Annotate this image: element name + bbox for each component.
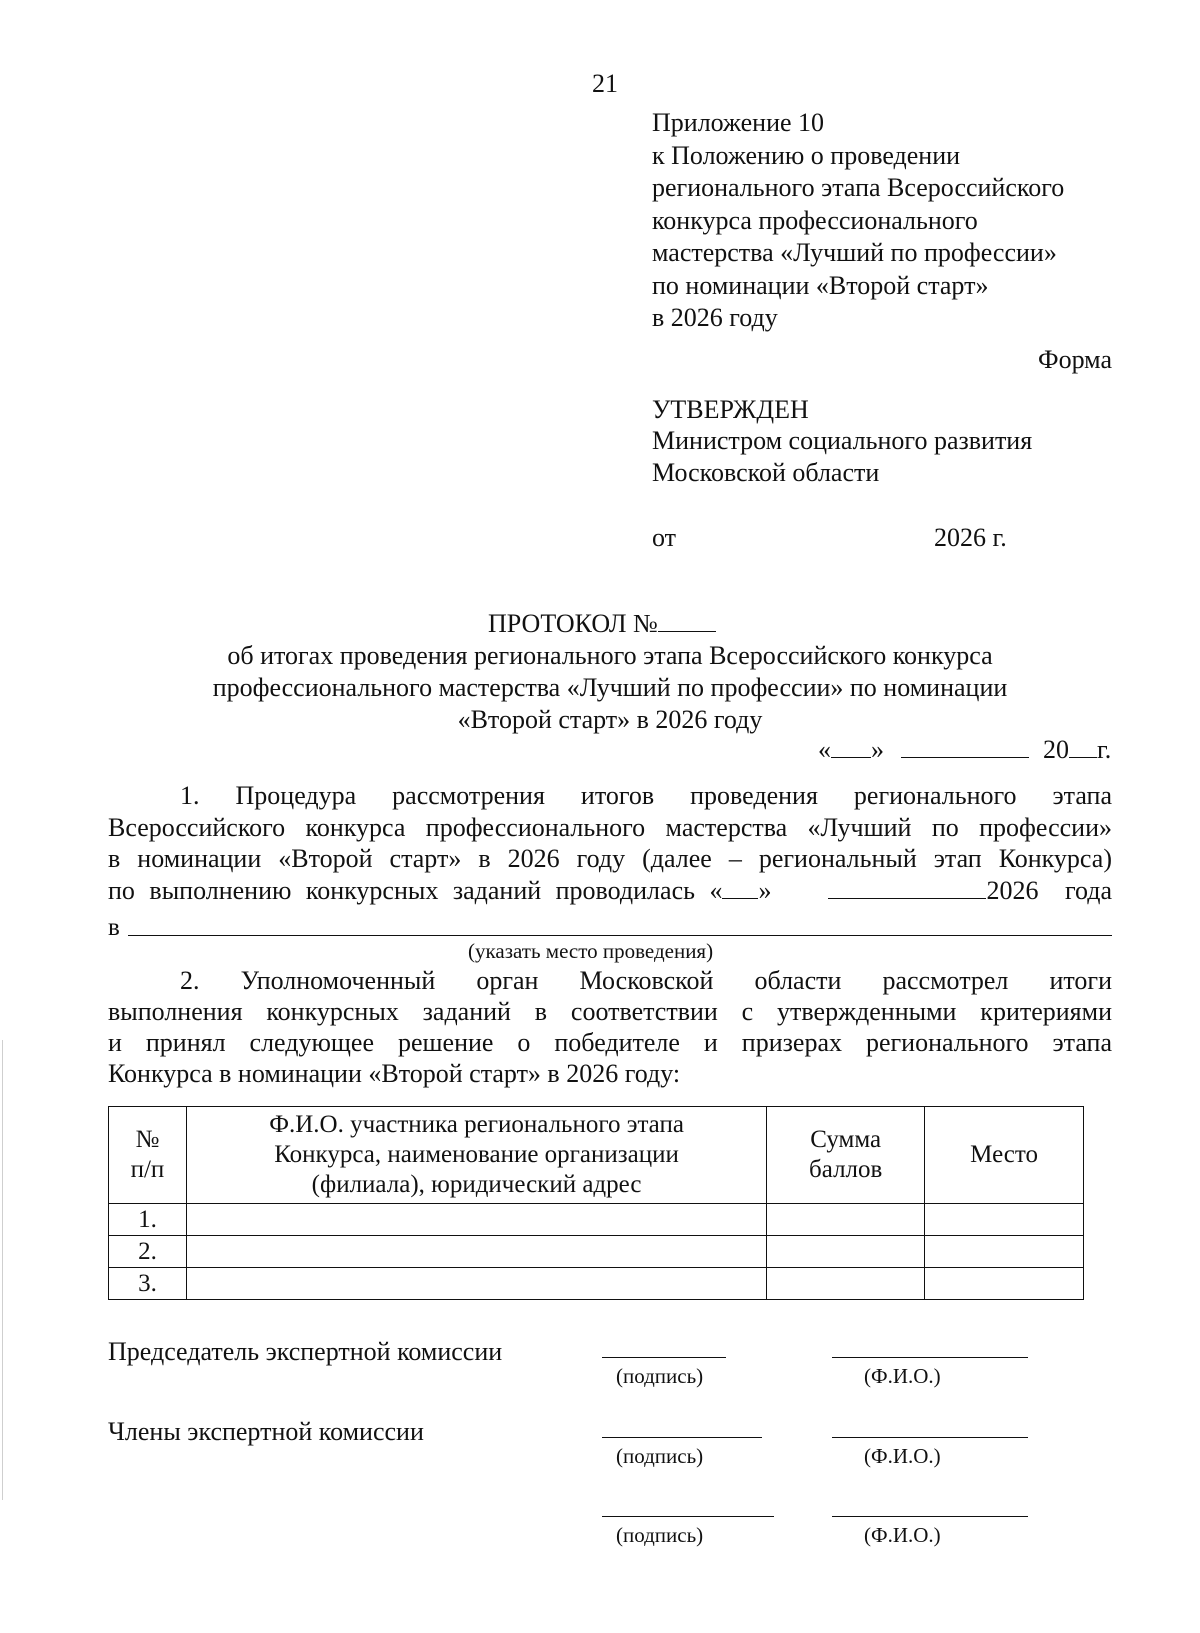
header-text: Место: [970, 1141, 1038, 1168]
page-number: 21: [592, 69, 618, 98]
appendix-line: в 2026 году: [652, 303, 778, 332]
table-row: [109, 1204, 1084, 1236]
place-prefix: в: [108, 914, 120, 941]
member-signature-line[interactable]: [602, 1516, 774, 1517]
row-number: 1.: [109, 1204, 187, 1236]
section1-last-line-date: [828, 875, 1112, 907]
row-number: 2.: [109, 1236, 187, 1268]
member-signature-hint: (подпись): [616, 1523, 704, 1547]
place-blank-line[interactable]: [128, 935, 1112, 936]
section2-line: и принял следующее решение о победителе и призерах регионального этапа: [108, 1028, 1112, 1057]
protocol-subtitle-line: профессионального мастерства «Лучший по профессии» по номинации: [212, 673, 1008, 702]
approval-line: Министром социального развития: [652, 426, 1033, 455]
section1-last-line-prefix: по выполнению конкурсных заданий проводилась «: [108, 875, 723, 905]
protocol-title: [488, 608, 716, 640]
procedure-day-blank[interactable]: [722, 876, 758, 899]
scan-edge-artifact: [2, 1040, 3, 1500]
place-cell[interactable]: [925, 1236, 1084, 1268]
member-name-hint: (Ф.И.О.): [864, 1523, 941, 1547]
chairman-label: Председатель экспертной комиссии: [108, 1337, 503, 1366]
approval-year: 2026 г.: [934, 523, 1007, 552]
row-number: 3.: [109, 1268, 187, 1300]
members-label: Члены экспертной комиссии: [108, 1417, 424, 1446]
member-name-hint: (Ф.И.О.): [864, 1444, 941, 1468]
protocol-subtitle-line: «Второй старт» в 2026 году: [457, 705, 763, 734]
table-row: [109, 1236, 1084, 1268]
score-cell[interactable]: [767, 1204, 925, 1236]
section2-line: 2. Уполномоченный орган Московской области рассмотрел итоги: [180, 966, 1112, 995]
chairman-signature-hint: (подпись): [616, 1364, 704, 1388]
approval-from-label: от: [652, 523, 677, 552]
member-name-line[interactable]: [832, 1437, 1028, 1438]
results-table: [108, 1106, 1084, 1300]
form-label: Форма: [1038, 345, 1112, 374]
table-header-row: [109, 1107, 1084, 1204]
date-day-blank[interactable]: [831, 735, 871, 758]
appendix-line: Приложение 10: [652, 108, 825, 137]
score-cell[interactable]: [767, 1236, 925, 1268]
date-month-blank[interactable]: [901, 735, 1029, 758]
participant-cell[interactable]: [186, 1236, 766, 1268]
date-year-prefix: 20: [1043, 735, 1069, 764]
participant-cell[interactable]: [186, 1204, 766, 1236]
section1-line: в номинации «Второй старт» в 2026 году (далее – региональный этап Конкурса): [108, 844, 1112, 873]
section1-quote-close: »: [758, 875, 772, 905]
member-signature-line[interactable]: [602, 1437, 762, 1438]
place-cell[interactable]: [925, 1268, 1084, 1300]
protocol-subtitle-line: об итогах проведения регионального этапа Всероссийского конкурса: [227, 641, 993, 670]
member-signature-hint: (подпись): [616, 1444, 704, 1468]
approval-title: УТВЕРЖДЕН: [652, 395, 809, 424]
participant-cell[interactable]: [186, 1268, 766, 1300]
member-name-line[interactable]: [832, 1516, 1028, 1517]
header-cell-number: [109, 1107, 187, 1204]
section1-year: 2026 года: [986, 875, 1112, 905]
section1-last-line: [108, 875, 1112, 907]
protocol-title-text: ПРОТОКОЛ №: [488, 609, 658, 638]
protocol-subtitle: [108, 640, 1112, 736]
section2-line: выполнения конкурсных заданий в соответствии с утвержденными критериями: [108, 997, 1112, 1026]
appendix-line: по номинации «Второй старт»: [652, 270, 989, 300]
protocol-number-blank[interactable]: [658, 609, 716, 632]
date-suffix: г.: [1097, 735, 1112, 764]
place-cell[interactable]: [925, 1204, 1084, 1236]
date-close-quote: »: [871, 735, 884, 764]
header-cell-score: [767, 1107, 925, 1204]
appendix-line: конкурса профессионального: [652, 205, 978, 235]
place-hint: (указать место проведения): [468, 939, 714, 963]
appendix-block: [652, 107, 1064, 335]
protocol-date: [818, 734, 1111, 766]
appendix-line: регионального этапа Всероссийского: [652, 173, 1065, 202]
section2-paragraph: [108, 965, 1112, 1089]
procedure-month-blank[interactable]: [828, 876, 986, 899]
section1-line: Всероссийского конкурса профессионального мастерства «Лучший по профессии»: [108, 812, 1112, 842]
chairman-name-line[interactable]: [832, 1357, 1028, 1358]
score-cell[interactable]: [767, 1268, 925, 1300]
date-open-quote: «: [818, 735, 831, 764]
chairman-name-hint: (Ф.И.О.): [864, 1364, 941, 1388]
header-text: Ф.И.О. участника регионального этапа Конкурса, наименование организации (филиала), юридический адрес: [269, 1111, 684, 1198]
header-cell-participant: [186, 1107, 766, 1204]
section2-last-line: Конкурса в номинации «Второй старт» в 2026 году:: [108, 1059, 681, 1088]
section1-last-line-text: [108, 875, 771, 907]
table-row: [109, 1268, 1084, 1300]
section1-paragraph: [108, 780, 1112, 906]
appendix-line: мастерства «Лучший по профессии»: [652, 238, 1057, 267]
header-text: Сумма баллов: [809, 1126, 883, 1183]
chairman-signature-line[interactable]: [602, 1357, 726, 1358]
date-year-blank[interactable]: [1069, 735, 1097, 758]
header-cell-place: [925, 1107, 1084, 1204]
appendix-line: к Положению о проведении: [652, 140, 961, 170]
approval-line: Московской области: [652, 458, 880, 487]
section1-line: 1. Процедура рассмотрения итогов проведения регионального этапа: [180, 781, 1112, 810]
header-text: № п/п: [130, 1126, 165, 1183]
